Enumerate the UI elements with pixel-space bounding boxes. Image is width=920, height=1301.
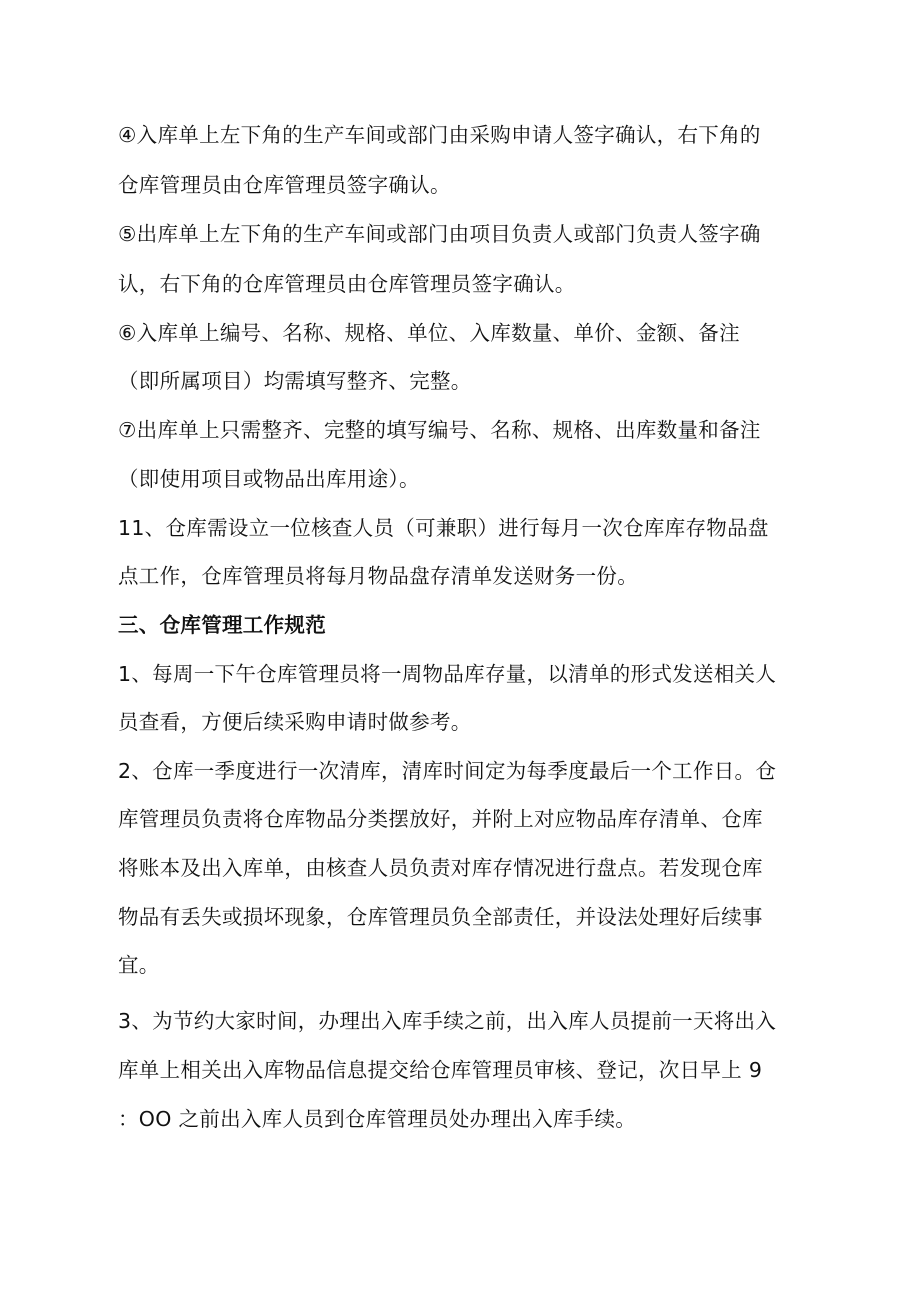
text-line: ④入库单上左下角的生产车间或部门由采购申请人签字确认，右下角的 [118, 123, 761, 147]
text-line: 库管理员负责将仓库物品分类摆放好，并附上对应物品库存清单、仓库 [118, 807, 763, 831]
section-heading: 三、仓库管理工作规范 [118, 613, 326, 637]
text-line: （即使用项目或物品出库用途）。 [118, 467, 420, 491]
text-line: ：OO 之前出入库人员到仓库管理员处办理出入库手续。 [118, 1107, 637, 1131]
text-line: 仓库管理员由仓库管理员签字确认。 [118, 173, 451, 197]
text-line: 物品有丢失或损坏现象，仓库管理员负全部责任，并设法处理好后续事 [118, 905, 763, 929]
text-line: 将账本及出入库单，由核查人员负责对库存情况进行盘点。若发现仓库 [118, 856, 763, 880]
text-line: 库单上相关出入库物品信息提交给仓库管理员审核、登记，次日早上 9 [118, 1058, 763, 1082]
text-line: 11、仓库需设立一位核查人员（可兼职）进行每月一次仓库库存物品盘 [118, 516, 769, 540]
text-line: 点工作，仓库管理员将每月物品盘存清单发送财务一份。 [118, 564, 638, 588]
text-line: ⑤出库单上左下角的生产车间或部门由项目负责人或部门负责人签字确 [118, 222, 761, 246]
text-line: 员查看，方便后续采购申请时做参考。 [118, 710, 472, 734]
text-line: 认，右下角的仓库管理员由仓库管理员签字确认。 [118, 272, 576, 296]
text-line: ⑦出库单上只需整齐、完整的填写编号、名称、规格、出库数量和备注 [118, 418, 761, 442]
text-line: ⑥入库单上编号、名称、规格、单位、入库数量、单价、金额、备注 [118, 321, 740, 345]
text-line: 1、每周一下午仓库管理员将一周物品库存量，以清单的形式发送相关人 [118, 662, 777, 686]
text-line: （即所属项目）均需填写整齐、完整。 [118, 369, 472, 393]
text-line: 3、为节约大家时间，办理出入库手续之前，出入库人员提前一天将出入 [118, 1009, 777, 1033]
text-line: 宜。 [118, 953, 160, 977]
text-line: 2、仓库一季度进行一次清库，清库时间定为每季度最后一个工作日。仓 [118, 759, 777, 783]
